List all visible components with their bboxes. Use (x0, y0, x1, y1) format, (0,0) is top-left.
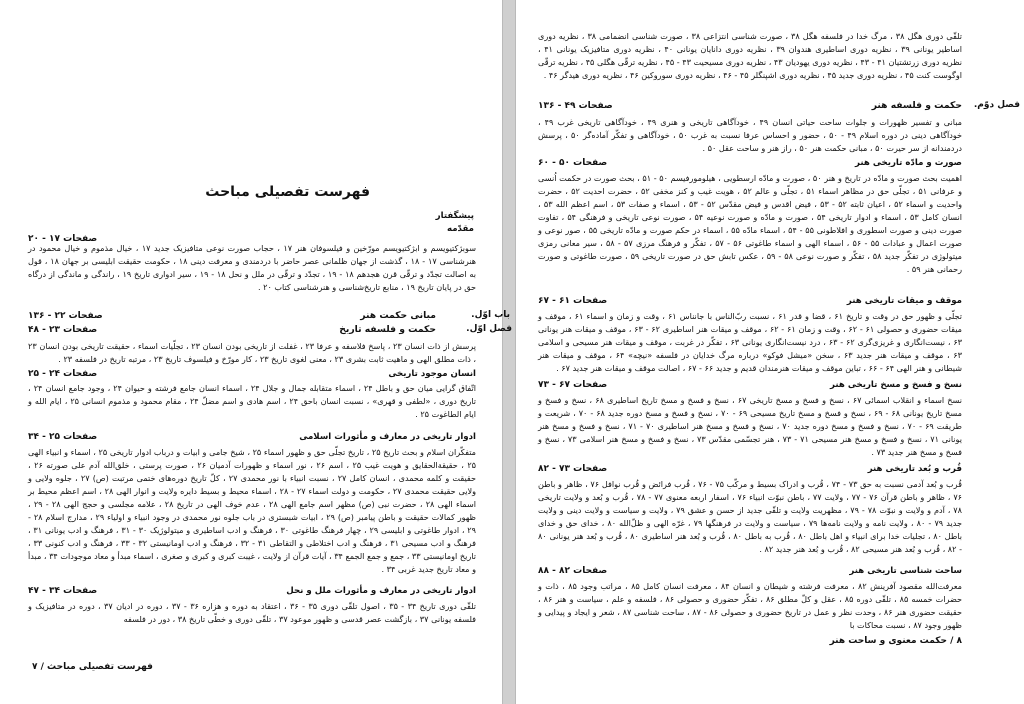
r5-pages: صفحات ۸۲ - ۸۸ (538, 566, 608, 576)
section4-pages: صفحات ۳۴ - ۴۷ (28, 586, 98, 596)
r4-heading: قُرب و بُعد تاریخی هنر (867, 464, 962, 474)
section2-pages: صفحات ۲۴ - ۲۵ (28, 369, 98, 379)
intro-pages: صفحات ۱۷ - ۲۰ (28, 234, 98, 244)
book-gutter (502, 0, 516, 704)
section2-heading: انسان موجود تاریخی (388, 369, 476, 379)
section4-text: تلقّی دوری تاریخ ۳۴ - ۳۵ ، اصول تلقّی دوری ۳۵ - ۳۶ ، اعتقاد به دوره و هزاره ۳۶ - ۳۷ ، دوره در ادیان ۳۷ ، دوره در متافیزیک و فلسفه یونانی ۳۷ ، بازگشت عصر قدسی و ظهور موعود ۳۷ ، تلقّی دوری و خطّی تاریخ ۳۸ ، دور در فلسفه (28, 601, 477, 624)
r1-text: اهمیت بحث صورت و مادّه در تاریخ و هنر ۵۰ ، صورت و مادّه ارسطویی ، هیلومورفیسم ۵۰ - ۵۱ ، بحث صورت در حکمت اُنسی و عرفانی ۵۱ ، تجلّی حق در مظاهر اسماء ۵۱ ، تجلّی و عالم ۵۲ ، هویت غیب و کنز مخفی ۵۲ ، حضرت احدیت ۵۲ ، حضرت واحدیت و اسماء ۵۲ ، اعیان ثابته ۵۲ - ۵۳ ، فیض اقدس و فیض مقدّس ۵۲ - ۵۳ ، اسماء و صفات ۵۳ ، اسم اعظم الله ۵۳ ، انسان کامل ۵۳ ، اسماء و ادوار تاریخی ۵۴ ، صورت و مادّه و صورت نوعیه ۵۴ ، صورت نوعی تاریخی و فرهنگی ۵۴ ، تفاوت صورت دینی و صورت اسطوری و افلاطونی ۵۵ - ۵۴ ، اسماء مادّه ۵۵ ، اسماء در حکم صورت و مادّه تاریخی ۵۵ ، صور نوعی و صورت اعمال و عبادات ۵۵ - ۵۶ ، اسماء الهی و اسماء طاغوتی ۵۶ - ۵۷ ، تفکّر و فرهنگ مرزی ۵۷ - ۵۸ ، سیر معانی رمزی میتولوژی در تفکّر جدید ۵۸ ، تفکّر و صورت نوعی ۵۸ - ۵۹ ، عکس تابش حق در صورت تاریخی ۵۹ ، صورت طاغوتی و صورت رحمانی هنر ۵۹ . (538, 173, 963, 274)
fasl-pages: صفحات ۲۳ - ۴۸ (28, 325, 98, 335)
page-title: فهرست تفصیلی مباحث (205, 184, 370, 200)
r5-text: معرفت‌الله مقصود آفرینش ۸۲ ، معرفت فرشته و شیطان و انسان ۸۴ ، معرفت انسان کامل ۸۵ ، مراتب وجود ۸۵ ، ذات و حضرات خمسه ۸۵ ، تلقّی دوره ۸۵ ، عقل و کلّ مطلق ۸۶ ، تفکّر حضوری و حصولی ۸۶ ، فلسفه و علم ، سیاست و هنر ۸۶ ، حقیقت حضوری هنر ۸۶ ، وحدت نظر و عمل در تاریخ حضوری و حصولی ۸۶ - ۸۷ ، ساحت شناسی ۸۷ ، شعر و ایجاد و پیدایی و ظهور وجود ۸۷ ، نسبت محاکات با (538, 581, 963, 630)
r5-heading: ساحت شناسی تاریخی هنر (849, 566, 962, 576)
r3-heading: نسخ و فسخ و مسخ تاریخی هنر (830, 380, 962, 390)
fasl2-pages: صفحات ۴۹ - ۱۳۶ (538, 101, 613, 111)
r1-heading: صورت و مادّه تاریخی هنر (855, 158, 962, 168)
section3-heading: ادوار تاریخی در معارف و مأثورات اسلامی (299, 432, 476, 442)
fasl2-title: حکمت و فلسفه هنر (871, 100, 962, 111)
section3-text: متفکّران اسلام و بحث تاریخ ۲۵ ، تاریخ تجلّی حق و ظهور اسماء ۲۵ ، شیخ جامی و ابیات و درباب ادوار تاریخی ۲۵ ، اسماء و انبیاء الهی ۲۵ ، حقیقةالحقایق و هویت غیب ۲۵ ، اسم ۲۶ ، نور اسماء و ظهورات آدمیان ۲۶ ، صورت پرستی ، خلق‌الله آدم علی صورته ۲۶ ، حقیقت و کلمه محمدی ، انسان کامل ۲۷ ، نسبت انبیاء با نور محمدی ۲۷ ، کلّ تاریخ دوره‌های ختمی مرتبت (ص) ۲۷ ، جلوه ولایی و ولایی حقیقت محمدی ۲۷ ، حکومت و دولت اسماء ۲۷ - ۲۸ ، اسماء محیط و بسیط دایره ولایت و انوار الهی ۲۸ ، اسم اعظم محیط بر اسماء الهی ۲۸ ، حضرت نبی (ص) مظهر اسم جامع الهی ۲۸ ، عدم خوف الهی در تاریخ ۲۸ ، علامه مجلسی و حجج الهی ۲۸ - ۲۹ ، ظهور کمالات حقیقت و باطن پیامبر (ص) ۲۹ ، ابیات شبستری در باب جلوه نور محمدی در وجود انبیاء و اولیاء ۲۹ ، مدارج اسلام ۲۸ - ۲۹ ، ادوار طاغوتی و ابلیسی ۲۹ ، چهار فرهنگ طاغوتی ۳۰ ، فرهنگ و ادب اساطیری و میتولوژیک ۳۰ - ۳۱ ، فرهنگ و ادب یونانی ۳۱ ، فرهنگ و ادب مسیحی ۳۱ ، فرهنگ و ادب اختلاطی و التقاطی ۳۱ - ۳۲ ، فرهنگ و ادب اومانیستی ۳۲ - ۳۳ ، فرهنگ و ادب کنونی ۳۳ ، تاریخ اومانیستی ۳۳ ، جمع و جمع الجمع ۳۴ ، آیات قرآن از ولایت ، غیبت کبری و کبری و صغری ، اسماء مبدأ و معاد موجودات ۳۴ ، مبدأ و معاد تاریخ جدید غربی ۳۴ . (28, 447, 477, 574)
left-page-footer: فهرست تفصیلی مباحث / ۷ (32, 662, 153, 672)
moghaddame-heading: مقدّمه (446, 224, 474, 234)
section4-heading: ادوار تاریخی در معارف و مأثورات ملل و نحل (286, 586, 476, 596)
pishgoftar-heading: پیشگفتار (435, 211, 474, 221)
fasl-label: فصل اوّل. (466, 324, 512, 334)
fasl2-label: فصل دوّم. (973, 100, 1020, 110)
fasl2-text: مبانی و تفسیر ظهورات و جلوات ساحت حیاتی انسان ۴۹ ، خودآگاهی تاریخی و هنری ۴۹ ، خودآگاهی تاریخی غرب ۴۹ ، خودآگاهی دینی در دوره اسلام ۴۹ - ۵۰ ، حضور و احساس عرفا نسبت به غرب ۵۰ ، خودآگاهی و تفکّر آماده‌گر ۵۰ ، پرسش دردمندانه از سر حیرت ۵۰ ، مبانی حکمت هنر ۵۰ ، راز هنر و ساحت عقل ۵۰ . (538, 117, 963, 153)
section2-text: اتّفاق گرایی میان حق و باطل ۲۴ ، اسماء متقابله جمال و جلال ۲۴ ، اسماء انسان جامع فرشته و حیوان ۲۴ ، وجود جامع انسان ۲۴ ، تاریخ دوری ، «لطفی و قهری» ، نسبت انسان باحق ۲۴ ، اسم هادی و اسم مضلّ ۲۴ ، مقام محمود و مذموم انسانی ۲۵ ، ایام الله و ایام الطاغوت ۲۵ . (28, 383, 477, 419)
bab-title: مبانی حکمت هنر (360, 310, 436, 321)
right-page (516, 0, 1024, 704)
r1-pages: صفحات ۵۰ - ۶۰ (538, 158, 608, 168)
r4-text: قُرب و بُعد آدمی نسبت به حق ۷۳ - ۷۴ ، قُرب و ادراک بسیط و مرکّب ۷۵ - ۷۶ ، قُرب فرائض و قُرب نوافل ۷۶ ، ظاهر و باطن ۷۶ ، ظاهر و باطن قرآن ۷۶ - ۷۷ ، ولایت ۷۷ ، باطن نبوّت انبیاء ۷۶ ، اسفار اربعه معنوی ۷۷ - ۷۸ ، قُرب و بُعد و ولایت تاریخی ۷۸ ، آدم و ولایت و نبوّت ۷۸ - ۷۹ ، مظهریت ولایت و تلقّی جدید از حسن و عشق ۷۹ ، ولایت و سیاست و ولایت دینی و ولایت جدید ۷۹ - ۸۰ ، ولایت نامه و ولایت نامه‌ها ۷۹ ، سیاست و ولایت در فرهنگها ۷۹ ، غرّه الهی و ظلّ‌الله ۸۰ ، خدای حق و خدای باطل ۸۰ ، تجلیات خدا برای انبیاء و اهل باطل ۸۰ ، قُرب به باطل ۸۰ ، قُرب و بُعد هنر اساطیری ۸۰ ، قُرب و بُعد هنر یونانی ۸۰ - ۸۲ ، قُرب و بُعد هنر مسیحی ۸۲ ، قُرب و بُعد هنر جدید ۸۲ . (538, 479, 963, 554)
r3-pages: صفحات ۶۷ - ۷۳ (538, 380, 608, 390)
r4-pages: صفحات ۷۳ - ۸۲ (538, 464, 608, 474)
bab-pages: صفحات ۲۲ - ۱۳۶ (28, 311, 103, 321)
r2-text: تجلّی و ظهور حق در وقت و تاریخ ۶۱ ، قضا و قدر ۶۱ ، نسبت ربّ‌الناس با جانناس ۶۱ ، وقت و زمان و اسماء ۶۱ ، موقف و میقات حضوری و حصولی ۶۱ - ۶۲ ، وقت و زمان ۶۱ - ۶۲ ، موقف و میقات هنر اساطیری ۶۲ - ۶۳ ، موقف و میقات هنر یونانی ۶۳ ، نیست‌انگاری و غریزی‌گری ۶۲ - ۶۳ ، درد نیست‌انگاری یونانی ۶۳ ، تفکّر در غربت ، موقف و میقات هنر مسیحی و اسلامی ۶۳ ، موقف و میقات هنر جدید ۶۳ ، سخن «میشل فوکو» درباره مرگ خدایان در فلسفه «نیچه» ۶۴ ، موقف و میقات هنر شیطانی و هنر الهی ۶۴ - ۶۶ ، تباین موقف و میقات هنرمندان قدیم و جدید ۶۶ - ۶۷ ، اصالت موقف و میقات هنر جدید ۶۷ . (538, 311, 963, 373)
r2-heading: موقف و میقات تاریخی هنر (846, 296, 962, 306)
intro-text: سوبژکتیویسم و ابژکتیویسم مورّخین و فیلسوفان هنر ۱۷ ، حجاب صورت نوعی متافیزیک جدید ۱۷ ، خیال مذموم و خیال محمود در هنرشناسی ۱۷ - ۱۸ ، گذشت از جهان ظلمانی عصر حاضر با دردمندی و معرفت دینی ۱۸ ، حکومت حقیقت ابلیسی بر جهان ۱۸ ، قول به اصالت تجدّد و ترقّی قرن هجدهم ۱۸ - ۱۹ ، تجدّد و ترقّی در ملل و نحل ۱۸ - ۱۹ ، سیر ادواری تاریخ ۱۹ ، راندگی و ماندگی از درگاه حق در پایان تاریخ ۱۹ ، منابع تاریخ‌شناسی و هنرشناسی کتاب ۲۰ . (28, 243, 477, 292)
fasl-title: حکمت و فلسفه تاریخ (339, 324, 436, 335)
r2-pages: صفحات ۶۱ - ۶۷ (538, 296, 608, 306)
right-page-footer: ۸ / حکمت معنوی و ساحت هنر (829, 636, 962, 646)
section1-text: پرسش از ذات انسان ۲۳ ، پاسخ فلاسفه و عرفا ۲۳ ، غفلت از تاریخی بودن انسان ۲۳ ، تجلّیات اسماء ، حقیقت تاریخی بودن انسان ۲۳ ، ذات مطلق الهی و ماهیت ثابت بشری ۲۳ ، معنی لغوی تاریخ ۲۳ ، کار مورّخ و فیلسوف تاریخ ۲۳ ، مرتبه تاریخ در فلسفه ۲۳ . (28, 341, 477, 364)
section3-pages: صفحات ۲۵ - ۳۴ (28, 432, 98, 442)
r3-text: نسخ اسماء و انقلاب اسمائی ۶۷ ، نسخ و فسخ و مسخ تاریخی ۶۷ ، نسخ و فسخ و مسخ تاریخ اساطیری ۶۸ ، نسخ و فسخ و مسخ تاریخ یونانی ۶۸ - ۶۹ ، نسخ و فسخ و مسخ تاریخ مسیحی ۶۹ - ۷۰ ، نسخ و فسخ و مسخ دوره جدید ۶۸ - ۷۰ ، شریعت و طریقت ۶۹ - ۷۰ ، نسخ و فسخ و مسخ دوره جدید ۷۰ ، نسخ و فسخ و مسخ هنر اساطیری ۷۰ - ۷۱ ، نسخ و فسخ و مسخ هنر یونانی ۷۱ ، نسخ و فسخ و مسخ هنر مسیحی ۷۱ - ۷۳ ، هنر تجسّمی مقدّس ۷۳ ، نسخ و فسخ و مسخ هنر اسلامی ۷۳ ، نسخ و فسخ و مسخ هنر جدید ۷۳ . (538, 395, 963, 457)
top-continuation-text: تلقّی دوری هگل ۳۸ ، مرگ خدا در فلسفه هگل ۳۸ ، صورت شناسی انتزاعی ۳۸ ، صورت شناسی انضمامی ۳۸ ، نظریه دوری اساطیر یونانی ۳۹ ، نظریه دوری اساطیری هندوان ۳۹ ، نظریه دوری دانایان یونانی ۴۰ ، نظریه دوری متافیزیک یونانی ۴۱ ، نظریه دوری زرتشتیان ۴۱ - ۴۳ ، نظریه دوری یهودیان ۴۳ ، نظریه دوری مسیحیت ۴۳ - ۴۵ ، نظریه ترقّی هگلی ۴۵ ، نظریه ترقّی اوگوست کنت ۴۵ ، نظریه دوری جدید ۴۵ ، نظریه دوری اشپنگلر ۴۵ - ۴۶ ، نظریه دوری سوروکین ۴۶ ، نظریه دوری هیدگر ۴۶ . (538, 31, 962, 80)
bab-label: باب اوّل. (471, 310, 510, 320)
